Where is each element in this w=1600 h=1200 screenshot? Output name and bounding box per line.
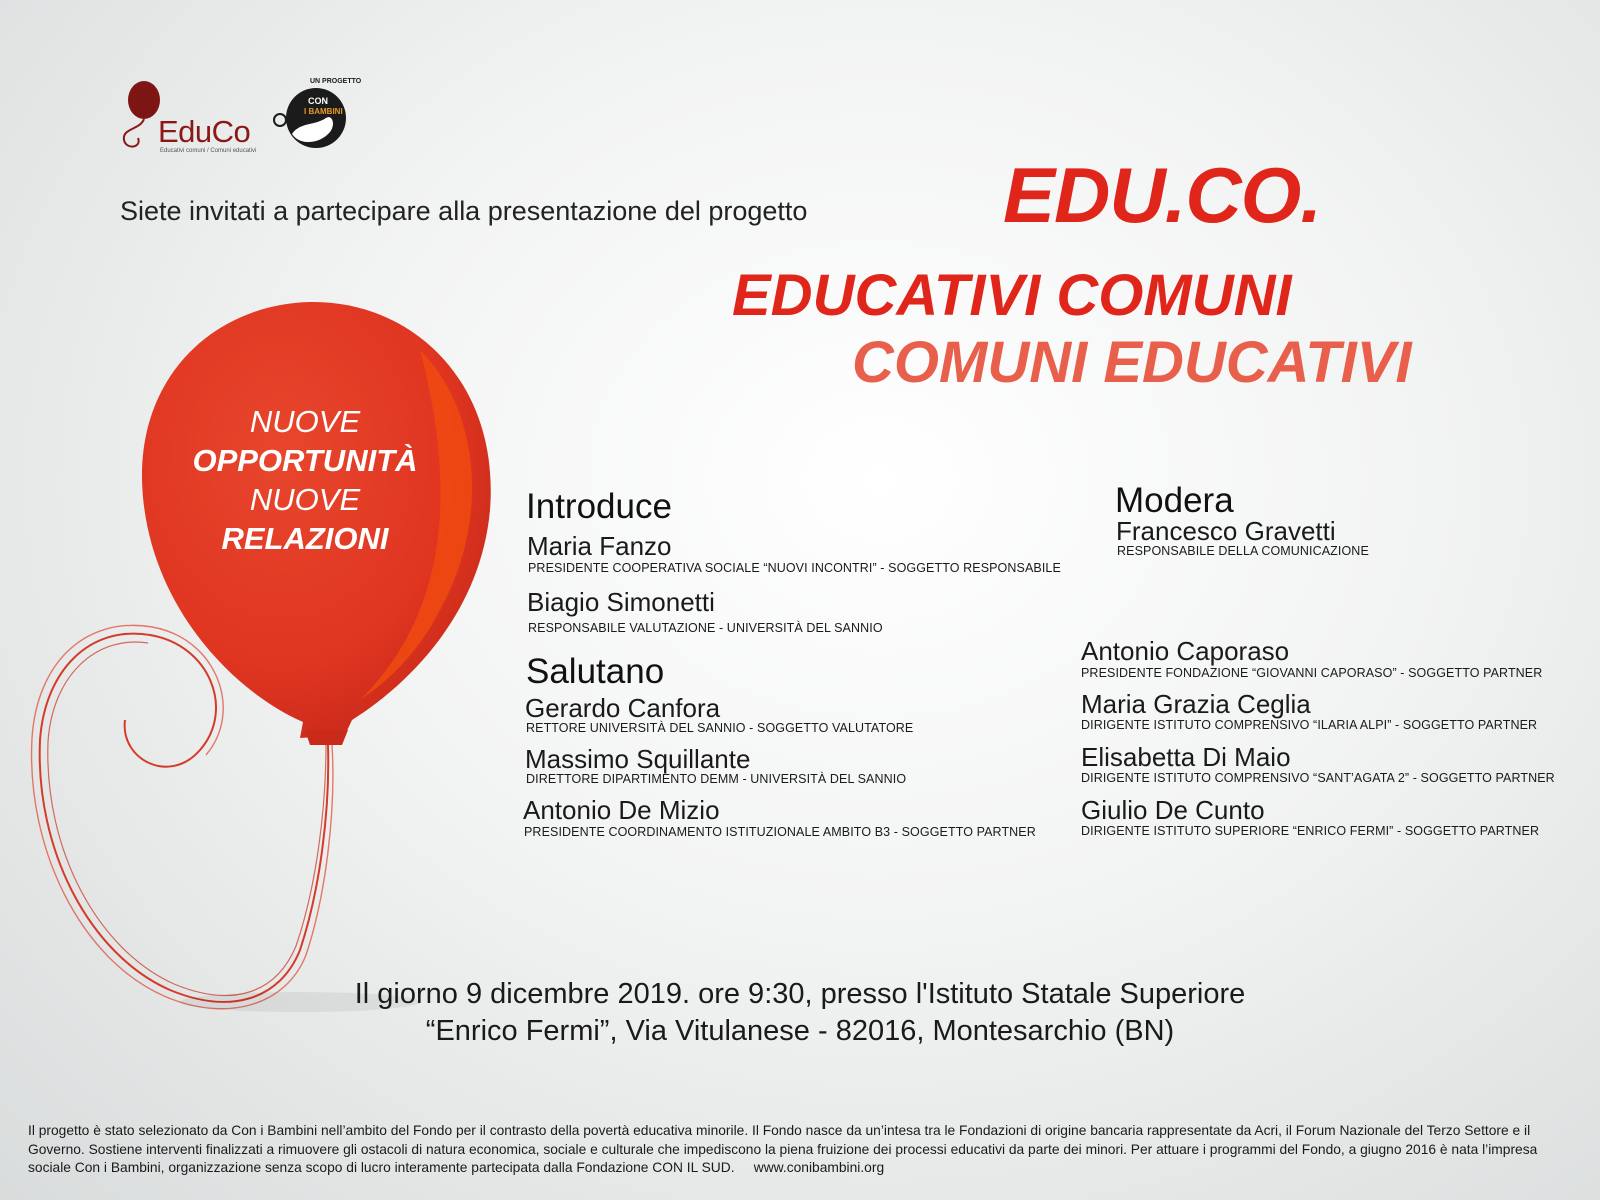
speaker-role: RETTORE UNIVERSITÀ DEL SANNIO - SOGGETTO VALUTATORE xyxy=(526,721,914,735)
con-i-bambini-emblem-icon xyxy=(270,74,354,158)
balloon-line-opportunita: OPPORTUNITÀ xyxy=(192,443,418,478)
speaker-name: Elisabetta Di Maio xyxy=(1081,742,1291,772)
speaker-name: Giulio De Cunto xyxy=(1081,795,1265,825)
event-date-line: Il giorno 9 dicembre 2019. ore 9:30, presso l'Istituto Statale Superiore xyxy=(354,978,1246,1010)
bambini-name-text: I BAMBINI xyxy=(304,107,343,116)
speaker-role: DIRIGENTE ISTITUTO COMPRENSIVO “ILARIA ALPI” - SOGGETTO PARTNER xyxy=(1081,718,1538,732)
speaker-name: Antonio Caporaso xyxy=(1081,636,1290,666)
educo-tagline: Educativi comuni / Comuni educativi xyxy=(160,148,257,154)
balloon-line-nuove-1: NUOVE xyxy=(249,404,361,439)
moderator-name: Francesco Gravetti xyxy=(1116,516,1336,546)
con-i-bambini-logo xyxy=(270,74,362,158)
speaker-name: Biagio Simonetti xyxy=(527,587,715,617)
speaker-name: Maria Grazia Ceglia xyxy=(1081,689,1311,719)
project-title: EDU.CO. xyxy=(1003,151,1322,239)
event-location-line: “Enrico Fermi”, Via Vitulanese - 82016, Montesarchio (BN) xyxy=(425,1015,1175,1047)
speaker-role: PRESIDENTE FONDAZIONE “GIOVANNI CAPORASO” - SOGGETTO PARTNER xyxy=(1081,666,1543,680)
speaker-role: DIRIGENTE ISTITUTO COMPRENSIVO “SANT’AGATA 2” - SOGGETTO PARTNER xyxy=(1081,771,1555,785)
footer-disclaimer xyxy=(28,1122,1578,1178)
footer-website-link[interactable]: www.conibambini.org xyxy=(753,1160,885,1175)
speaker-name: Gerardo Canfora xyxy=(525,693,721,723)
invite-text: Siete invitati a partecipare alla presentazione del progetto xyxy=(120,196,808,226)
educo-wordmark: EduCo xyxy=(158,114,251,149)
speaker-name: Massimo Squillante xyxy=(525,744,751,774)
speaker-name: Antonio De Mizio xyxy=(523,795,720,825)
bambini-top-text: UN PROGETTO xyxy=(310,78,362,85)
balloon-line-relazioni: RELAZIONI xyxy=(221,521,389,556)
speaker-role: PRESIDENTE COORDINAMENTO ISTITUZIONALE AMBITO B3 - SOGGETTO PARTNER xyxy=(524,825,1036,839)
moderator-role: RESPONSABILE DELLA COMUNICAZIONE xyxy=(1117,544,1369,558)
bambini-con-text: CON xyxy=(308,96,328,106)
subtitle-educativi-comuni: EDUCATIVI COMUNI xyxy=(732,263,1292,328)
modera-heading: Modera xyxy=(1115,481,1234,520)
educo-logo xyxy=(112,78,262,158)
speaker-role: RESPONSABILE VALUTAZIONE - UNIVERSITÀ DEL SANNIO xyxy=(528,621,883,635)
introduce-heading: Introduce xyxy=(526,487,672,526)
balloon-line-nuove-2: NUOVE xyxy=(249,482,361,517)
subtitle-comuni-educativi: COMUNI EDUCATIVI xyxy=(852,330,1412,395)
speaker-name: Maria Fanzo xyxy=(527,531,672,561)
salutano-heading: Salutano xyxy=(526,652,665,691)
speaker-role: DIRETTORE DIPARTIMENTO DEMM - UNIVERSITÀ DEL SANNIO xyxy=(526,772,907,786)
footer-text: Il progetto è stato selezionato da Con i Bambini nell’ambito del Fondo per il contrasto della povertà educativa minorile. Il Fondo nasce da un’intesa tra le Fondazioni di origine bancaria rappresentate da Acri, il Forum Nazionale del Terzo Settore e il Governo. Sostiene interventi finalizzati a rimuovere gli ostacoli di natura economica, sociale e culturale che impediscono la piena fruizione dei processi educativi da parte dei minori. Per attuare i programmi del Fondo, a giugno 2016 è nata l’impresa sociale Con i Bambini, organizzazione senza scopo di lucro interamente partecipata dalla Fondazione CON IL SUD. xyxy=(28,1123,1538,1175)
speaker-role: DIRIGENTE ISTITUTO SUPERIORE “ENRICO FERMI” - SOGGETTO PARTNER xyxy=(1081,824,1540,838)
speaker-role: PRESIDENTE COOPERATIVA SOCIALE “NUOVI INCONTRI” - SOGGETTO RESPONSABILE xyxy=(528,561,1061,575)
red-balloon-illustration xyxy=(0,290,520,1030)
